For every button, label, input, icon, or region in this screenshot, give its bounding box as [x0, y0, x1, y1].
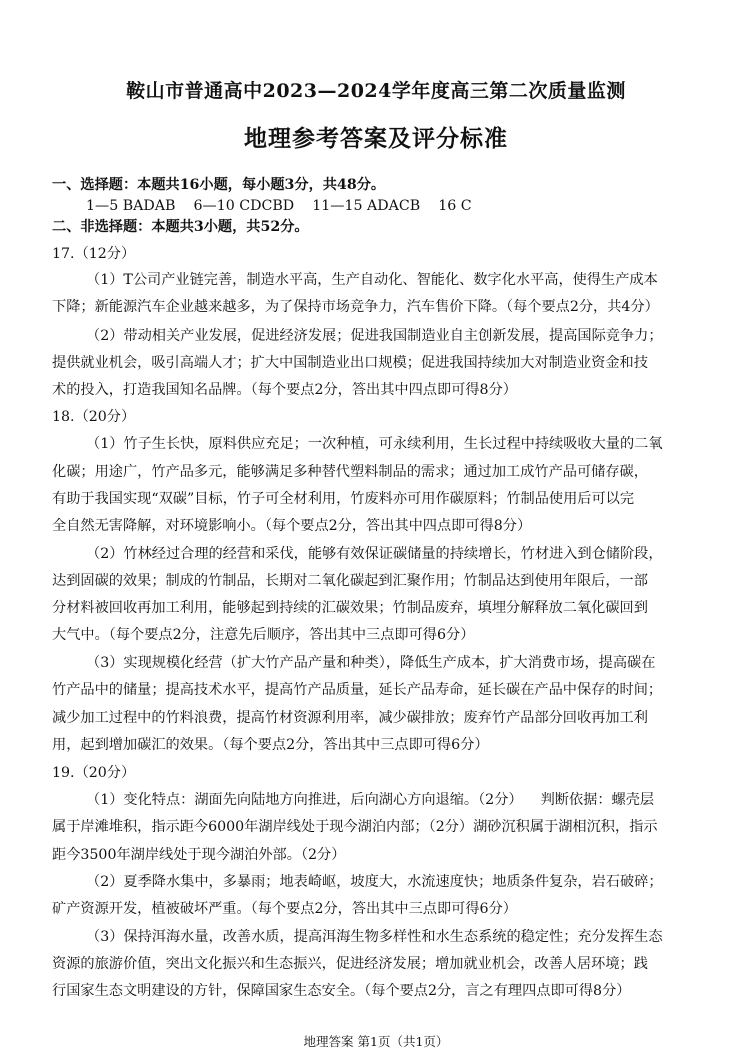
choice-answers: 1—5 BADAB 6—10 CDCBD 11—15 ADACB 16 C [86, 198, 472, 214]
q18-p3-line: 减少加工过程中的竹料浪费，提高竹材资源利用率，减少碳排放；废弃竹产品部分回收再加工利 [52, 710, 648, 726]
q18-p2-line: （2）竹林经过合理的经营和采伐，能够有效保证碳储量的持续增长，竹材进入到仓储阶段， [86, 546, 663, 562]
q18-p2-line: 达到固碳的效果；制成的竹制品，长期对二氧化碳起到汇聚作用；竹制品达到使用年限后，一部 [52, 573, 648, 589]
q18-p1-line: （1）竹子生长快，原料供应充足；一次种植，可永续利用，生长过程中持续吸收大量的二氧 [86, 436, 663, 452]
q18-p2-line: 分材料被回收再加工利用，能够起到持续的汇碳效果；竹制品废弃，填埋分解释放二氧化碳回到 [52, 600, 648, 616]
q19-p3-line: 资源的旅游价值，突出文化振兴和生态振兴，促进经济发展；增加就业机会，改善人居环境；践 [52, 956, 648, 972]
q18-label: 18.（20分） [52, 409, 136, 425]
q18-p3-line: （3）实现规模化经营（扩大竹产品产量和种类），降低生产成本，扩大消费市场，提高碳在 [86, 655, 656, 671]
q17-p1-line: （1）T公司产业链完善，制造水平高，生产自动化、智能化、数字化水平高，使得生产成本 [86, 272, 658, 288]
document-subtitle: 地理参考答案及评分标准 [244, 125, 508, 152]
q17-p1-line: 下降；新能源汽车企业越来越多，为了保持市场竞争力，汽车售价下降。（每个要点2分，共4分） [52, 299, 659, 315]
section2-heading: 二、非选择题：本题共3小题，共52分。 [52, 219, 309, 235]
q18-p1-line: 化碳；用途广，竹产品多元，能够满足多种替代塑料制品的需求；通过加工成竹产品可储存碳， [52, 464, 648, 480]
q18-p2-line: 大气中。（每个要点2分，注意先后顺序，答出其中三点即可得6分） [52, 627, 475, 643]
q19-p3-line: 行国家生态文明建设的方针，保障国家生态安全。（每个要点2分，言之有理四点即可得8分） [52, 983, 631, 999]
document-title: 鞍山市普通高中2023—2024学年度高三第二次质量监测 [126, 80, 626, 102]
q19-label: 19.（20分） [52, 765, 136, 781]
section1-heading: 一、选择题：本题共16小题，每小题3分，共48分。 [52, 177, 386, 193]
q19-p1-line: 距今3500年湖岸线处于现今湖泊外部。（2分） [52, 847, 346, 863]
q19-p3-line: （3）保持洱海水量，改善水质，提高洱海生物多样性和水生态系统的稳定性；充分发挥生态 [86, 929, 663, 945]
q17-label: 17.（12分） [52, 246, 136, 262]
q19-p1-line: （1）变化特点：湖面先向陆地方向推进，后向湖心方向退缩。（2分） 判断依据：螺壳层 [86, 792, 655, 808]
q19-p2-line: 矿产资源开发，植被破坏严重。（每个要点2分，答出其中三点即可得6分） [52, 901, 517, 917]
q19-p2-line: （2）夏季降水集中，多暴雨；地表崎岖，坡度大，水流速度快；地质条件复杂，岩石破碎； [86, 874, 663, 890]
q18-p3-line: 用，起到增加碳汇的效果。（每个要点2分，答出其中三点即可得6分） [52, 737, 489, 753]
q18-p3-line: 竹产品中的储量；提高技术水平，提高竹产品质量，延长产品寿命，延长碳在产品中保存的时间； [52, 682, 663, 698]
q17-p2-line: （2）带动相关产业发展，促进经济发展；促进我国制造业自主创新发展，提高国际竞争力； [86, 328, 663, 344]
page-footer: 地理答案 第1页（共1页） [303, 1034, 449, 1049]
q17-p2-line: 提供就业机会，吸引高端人才；扩大中国制造业出口规模；促进我国持续加大对制造业资金和技 [52, 355, 648, 371]
q18-p1-line: 全自然无害降解，对环境影响小。（每个要点2分，答出其中四点即可得8分） [52, 518, 532, 534]
q18-p1-line: 有助于我国实现“双碳”目标，竹子可全材利用，竹废料亦可用作碳原料；竹制品使用后可以完 [52, 491, 635, 507]
q17-p2-line: 术的投入，打造我国知名品牌。（每个要点2分，答出其中四点即可得8分） [52, 382, 517, 398]
q19-p1-line: 属于岸滩堆积，指示距今6000年湖岸线处于现今湖泊内部；（2分）湖砂沉积属于湖相沉积，指示 [52, 819, 658, 835]
